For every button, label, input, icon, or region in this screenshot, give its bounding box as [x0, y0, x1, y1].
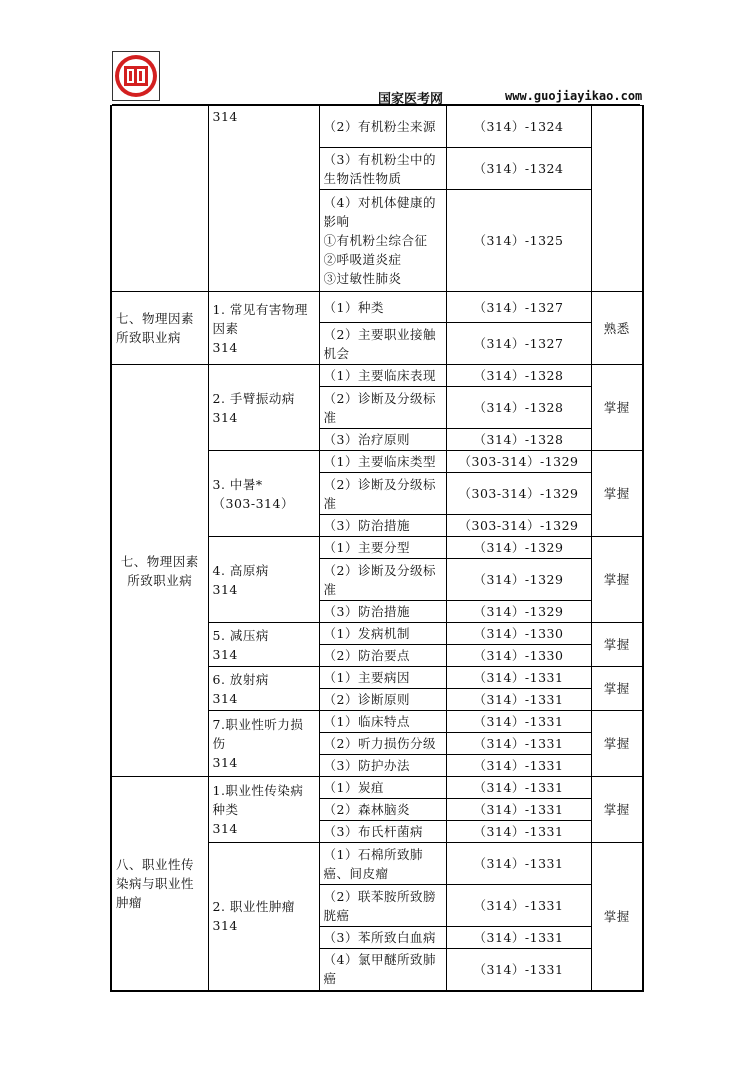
code-cell: （314）-1324 — [446, 148, 591, 190]
requirement-cell: 掌握 — [591, 537, 643, 623]
item-cell: （1）主要分型 — [319, 537, 446, 559]
code-cell: （314）-1331 — [446, 711, 591, 733]
code-cell: （314）-1330 — [446, 645, 591, 667]
code-cell: （314）-1331 — [446, 843, 591, 885]
code-cell: （314）-1331 — [446, 821, 591, 843]
item-cell: （1）临床特点 — [319, 711, 446, 733]
item-cell: （1）主要临床类型 — [319, 451, 446, 473]
topic-cell: 4. 高原病 314 — [208, 537, 319, 623]
table-row — [111, 106, 643, 148]
site-name: 国家医考网 — [378, 92, 444, 107]
table-row — [111, 292, 643, 323]
code-cell: （314）-1328 — [446, 387, 591, 429]
requirement-cell: 掌握 — [591, 623, 643, 667]
item-cell: （1）发病机制 — [319, 623, 446, 645]
topic-cell: 5. 减压病 314 — [208, 623, 319, 667]
requirement-cell: 熟悉 — [591, 292, 643, 365]
requirement-cell: 掌握 — [591, 667, 643, 711]
code-cell: （314）-1327 — [446, 323, 591, 365]
item-cell: （2）诊断原则 — [319, 689, 446, 711]
item-cell: （1）种类 — [319, 292, 446, 323]
topic-cell: 2. 手臂振动病 314 — [208, 365, 319, 451]
topic-cell: 2. 职业性肿瘤 314 — [208, 843, 319, 991]
item-cell: （2）听力损伤分级 — [319, 733, 446, 755]
code-cell: （314）-1324 — [446, 106, 591, 148]
item-cell: （3）防护办法 — [319, 755, 446, 777]
code-cell: （314）-1328 — [446, 365, 591, 387]
item-cell: （1）石棉所致肺癌、间皮瘤 — [319, 843, 446, 885]
code-cell: （314）-1331 — [446, 949, 591, 991]
requirement-cell: 掌握 — [591, 777, 643, 843]
code-cell: （314）-1331 — [446, 885, 591, 927]
code-cell: （314）-1331 — [446, 755, 591, 777]
item-cell: （3）防治措施 — [319, 515, 446, 537]
syllabus-table — [110, 105, 644, 992]
code-cell: （314）-1331 — [446, 733, 591, 755]
item-cell: （2）诊断及分级标准 — [319, 473, 446, 515]
requirement-cell: 掌握 — [591, 843, 643, 991]
code-cell: （303-314）-1329 — [446, 515, 591, 537]
item-cell: （2）主要职业接触机会 — [319, 323, 446, 365]
item-cell: （4）对机体健康的影响 ①有机粉尘综合征 ②呼吸道炎症 ③过敏性肺炎 — [319, 190, 446, 292]
item-cell: （3）防治措施 — [319, 601, 446, 623]
unit-cell: 七、物理因素所致职业病 — [111, 292, 208, 365]
item-cell: （2）有机粉尘来源 — [319, 106, 446, 148]
item-cell: （2）诊断及分级标准 — [319, 387, 446, 429]
item-cell: （4）氯甲醚所致肺癌 — [319, 949, 446, 991]
code-cell: （314）-1331 — [446, 689, 591, 711]
code-cell: （314）-1325 — [446, 190, 591, 292]
topic-cell: 7.职业性听力损伤 314 — [208, 711, 319, 777]
item-cell: （3）苯所致白血病 — [319, 927, 446, 949]
requirement-cell: 掌握 — [591, 451, 643, 537]
code-cell: （314）-1330 — [446, 623, 591, 645]
code-cell: （303-314）-1329 — [446, 473, 591, 515]
code-cell: （303-314）-1329 — [446, 451, 591, 473]
item-cell: （3）治疗原则 — [319, 429, 446, 451]
unit-cell: 七、物理因素所致职业病 — [111, 365, 208, 777]
topic-cell: 6. 放射病 314 — [208, 667, 319, 711]
table-row — [111, 777, 643, 799]
code-cell: （314）-1331 — [446, 927, 591, 949]
unit-cell — [111, 106, 208, 292]
code-cell: （314）-1327 — [446, 292, 591, 323]
item-cell: （2）诊断及分级标准 — [319, 559, 446, 601]
code-cell: （314）-1329 — [446, 559, 591, 601]
item-cell: （2）联苯胺所致膀胱癌 — [319, 885, 446, 927]
topic-cell: 1.职业性传染病种类 314 — [208, 777, 319, 843]
code-cell: （314）-1328 — [446, 429, 591, 451]
topic-cell: 3. 中暑* （303-314） — [208, 451, 319, 537]
item-cell: （1）主要临床表现 — [319, 365, 446, 387]
site-url[interactable]: www.guojiayikao.com — [505, 89, 643, 103]
requirement-cell — [591, 106, 643, 292]
table-row — [111, 365, 643, 387]
requirement-cell: 掌握 — [591, 365, 643, 451]
code-cell: （314）-1331 — [446, 667, 591, 689]
topic-cell: 1. 常见有害物理因素 314 — [208, 292, 319, 365]
requirement-cell: 掌握 — [591, 711, 643, 777]
item-cell: （3）布氏杆菌病 — [319, 821, 446, 843]
item-cell: （1）炭疽 — [319, 777, 446, 799]
item-cell: （2）防治要点 — [319, 645, 446, 667]
red-circle-logo-icon — [112, 51, 160, 101]
item-cell: （1）主要病因 — [319, 667, 446, 689]
code-cell: （314）-1329 — [446, 537, 591, 559]
topic-cell: 314 — [208, 106, 319, 292]
code-cell: （314）-1331 — [446, 777, 591, 799]
item-cell: （3）有机粉尘中的生物活性物质 — [319, 148, 446, 190]
item-cell: （2）森林脑炎 — [319, 799, 446, 821]
code-cell: （314）-1329 — [446, 601, 591, 623]
unit-cell: 八、职业性传染病与职业性肿瘤 — [111, 777, 208, 991]
code-cell: （314）-1331 — [446, 799, 591, 821]
